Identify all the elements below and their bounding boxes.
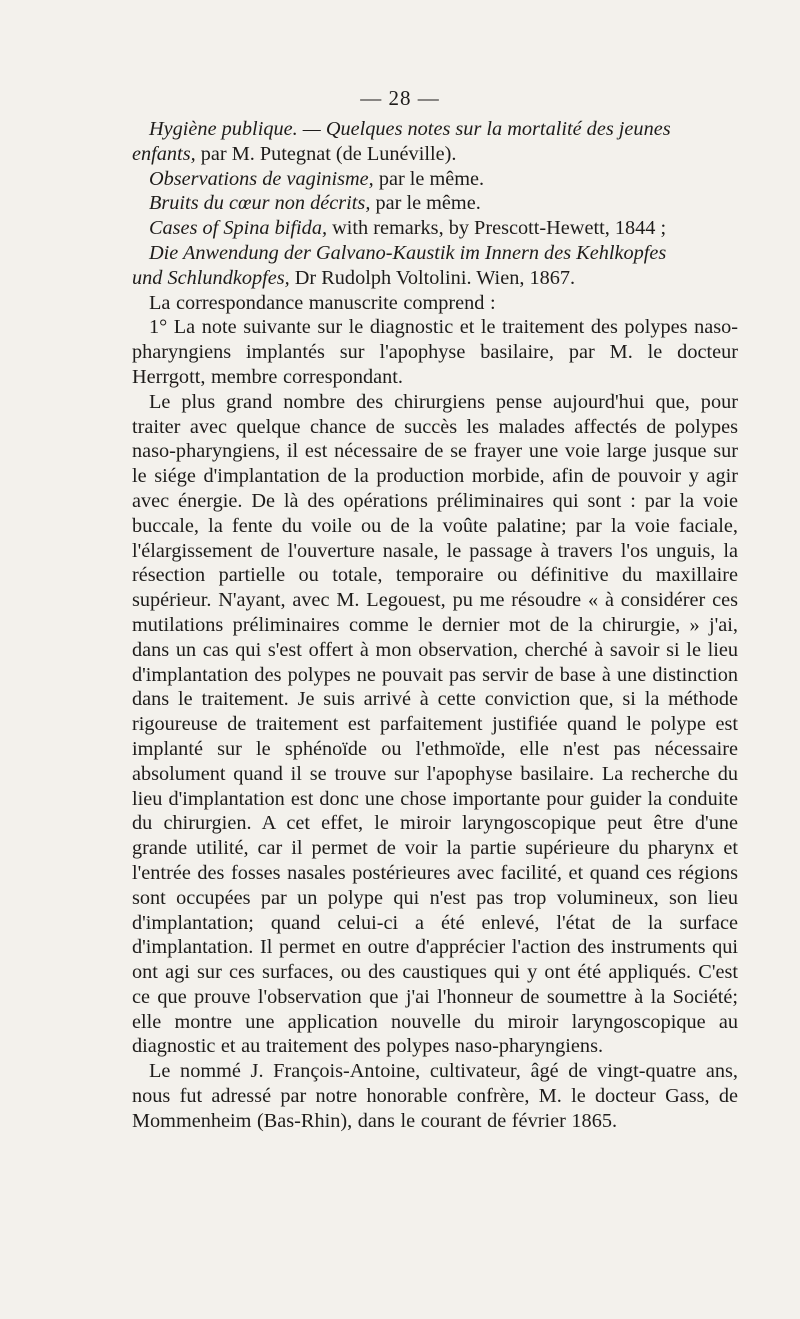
paragraph: 1° La note suivante sur le diagnostic et le traitement des polypes naso-pharyngiens implantés sur l'apophyse basilaire, par M. le docteur Herrgott, membre correspondant. [132,316,738,388]
bibliography-entry [132,241,738,266]
paragraph: Le plus grand nombre des chirurgiens pense aujourd'hui que, pour traiter avec quelque chance de succès les malades affectés de polypes naso-pharyngiens, il est nécessaire de se frayer une voie large jusque sur le siége d'implantation de la production morbide, afin de pouvoir y agir avec énergie. De là des opérations préliminaires qui sont : par la voie buccale, la fente du voile ou de la voûte palatine; par la voie faciale, l'élargissement de l'ouverture nasale, le passage à travers l'os unguis, la résection partielle ou totale, temporaire ou définitive du maxillaire supérieur. N'ayant, avec M. Legouest, pu me résoudre « à considérer ces mutilations préliminaires comme le dernier mot de la chirurgie, » j'ai, dans un cas qui s'est offert à mon observation, cherché à savoir si le lieu d'implantation des polypes ne pouvait pas servir de base à une distinction dans le traitement. Je suis arrivé à cette conviction que, si la méthode rigoureuse de traitement est parfaitement justifiée quand le polype est implanté sur le sphénoïde ou l'ethmoïde, elle n'est pas nécessaire absolument quand il se trouve sur l'apophyse basilaire. La recherche du lieu d'implantation est donc une chose importante pour guider la conduite du chirurgien. A cet effet, le miroir laryngoscopique peut être d'une grande utilité, car il permet de voir la partie supérieure du pharynx et l'entrée des fosses nasales postérieures avec facilité, et quand ces régions sont occupées par un polype qui n'est pas trop volumineux, son lieu d'implantation; quand celui-ci a été enlevé, l'état de la surface d'implantation. Il permet en outre d'apprécier l'action des instruments qui ont agi sur ces surfaces, ou des caustiques qui y ont été appliqués. C'est ce que prouve l'observation que j'ai l'honneur de soumettre à la Société; elle montre une application nouvelle du miroir laryngoscopique au diagnostic et au traitement des polypes naso-pharyngiens. [132,390,738,1058]
bibliography-entry [132,216,738,241]
bibliography-rest: par M. Putegnat (de Lunéville). [195,142,457,165]
paragraph: La correspondance manuscrite comprend : [149,291,496,314]
paragraph: Le nommé J. François-Antoine, cultivateur, âgé de vingt-quatre ans, nous fut adressé par notre honorable confrère, M. le docteur Gass, de Mommenheim (Bas-Rhin), dans le courant de février 1865. [132,1060,738,1132]
bibliography-title: Observations de vaginisme, [149,167,374,190]
bibliography-rest: Dr Rudolph Voltolini. Wien, 1867. [289,266,576,289]
bibliography-title: Hygiène publique. — Quelques notes sur la mortalité des jeunes [149,118,671,140]
bibliography-title: enfants, [132,142,196,165]
bibliography-rest: with remarks, by Prescott-Hewett, 1844 ; [327,217,667,240]
bibliography-entry [132,191,738,216]
text-block [132,117,738,1134]
bibliography-entry-continuation [132,142,738,167]
bibliography-title: Bruits du cœur non décrits, [149,192,371,215]
bibliography-rest: par le même. [370,192,481,215]
page-number: — 28 — [360,86,440,110]
bibliography-title: Cases of Spina bifida, [149,217,328,240]
bibliography-title: Die Anwendung der Galvano-Kaustik im Innern des Kehlkopfes [149,241,667,264]
bibliography-rest: par le même. [373,167,485,190]
bibliography-entry-continuation [132,266,738,291]
bibliography-entry [132,117,738,142]
bibliography-title: und Schlundkopfes, [132,266,290,289]
bibliography-entry [132,167,738,192]
